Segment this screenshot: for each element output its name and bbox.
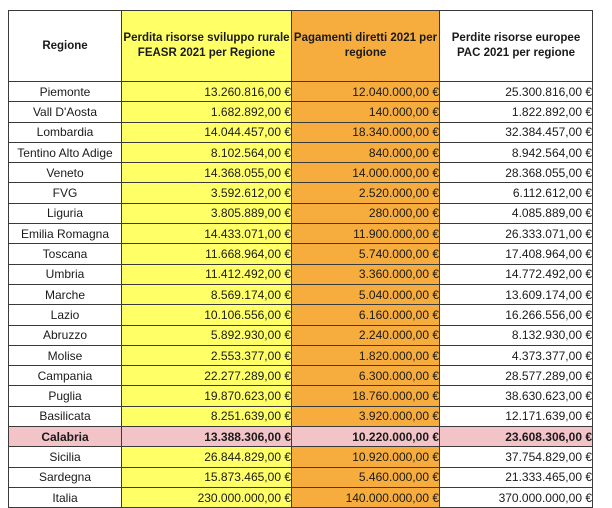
table-row [9,244,593,264]
region-cell: Sicilia [9,447,122,467]
feasr-cell: 2.553.377,00 € [122,345,292,365]
region-cell: Umbria [9,264,122,284]
region-cell: FVG [9,183,122,203]
total-loss-cell: 23.608.306,00 € [440,427,593,447]
direct-payments-cell: 10.220.000,00 € [292,427,440,447]
total-loss-cell: 16.266.556,00 € [440,305,593,325]
total-loss-cell: 370.000.000,00 € [440,487,593,507]
direct-payments-cell: 280.000,00 € [292,203,440,223]
pac-loss-table [8,10,593,508]
total-loss-cell: 32.384.457,00 € [440,122,593,142]
table-row [9,325,593,345]
table-row [9,122,593,142]
region-cell: Marche [9,284,122,304]
total-loss-cell: 6.112.612,00 € [440,183,593,203]
feasr-cell: 11.412.492,00 € [122,264,292,284]
region-cell: Liguria [9,203,122,223]
table-row [9,366,593,386]
total-loss-cell: 38.630.623,00 € [440,386,593,406]
header-row [9,11,593,82]
direct-payments-cell: 2.520.000,00 € [292,183,440,203]
table-row [9,264,593,284]
direct-payments-cell: 18.760.000,00 € [292,386,440,406]
feasr-cell: 8.102.564,00 € [122,142,292,162]
table-row [9,163,593,183]
feasr-cell: 10.106.556,00 € [122,305,292,325]
total-loss-cell: 28.577.289,00 € [440,366,593,386]
total-loss-cell: 12.171.639,00 € [440,406,593,426]
direct-payments-cell: 6.300.000,00 € [292,366,440,386]
table-row [9,284,593,304]
table-row [9,142,593,162]
feasr-cell: 13.260.816,00 € [122,82,292,102]
table-row [9,406,593,426]
direct-payments-cell: 1.820.000,00 € [292,345,440,365]
region-cell: Lombardia [9,122,122,142]
direct-payments-cell: 18.340.000,00 € [292,122,440,142]
table-row [9,487,593,507]
direct-payments-cell: 14.000.000,00 € [292,163,440,183]
feasr-cell: 26.844.829,00 € [122,447,292,467]
header-feasr: Perdita risorse sviluppo rurale FEASR 2021 per Regione [122,11,292,82]
total-loss-cell: 17.408.964,00 € [440,244,593,264]
feasr-cell: 5.892.930,00 € [122,325,292,345]
region-cell: Puglia [9,386,122,406]
total-loss-cell: 25.300.816,00 € [440,82,593,102]
feasr-cell: 13.388.306,00 € [122,427,292,447]
table-row [9,467,593,487]
region-cell: Veneto [9,163,122,183]
table-row-highlighted [9,427,593,447]
feasr-cell: 14.368.055,00 € [122,163,292,183]
table-row [9,305,593,325]
direct-payments-cell: 140.000.000,00 € [292,487,440,507]
direct-payments-cell: 140.000,00 € [292,102,440,122]
region-cell: Campania [9,366,122,386]
feasr-cell: 14.433.071,00 € [122,224,292,244]
region-cell: Vall D'Aosta [9,102,122,122]
region-cell: Italia [9,487,122,507]
header-total-loss: Perdite risorse europee PAC 2021 per regione [440,11,593,82]
total-loss-cell: 4.373.377,00 € [440,345,593,365]
region-cell: Toscana [9,244,122,264]
direct-payments-cell: 5.740.000,00 € [292,244,440,264]
feasr-cell: 8.251.639,00 € [122,406,292,426]
region-cell: Molise [9,345,122,365]
feasr-cell: 19.870.623,00 € [122,386,292,406]
total-loss-cell: 14.772.492,00 € [440,264,593,284]
region-cell: Abruzzo [9,325,122,345]
table-row [9,82,593,102]
total-loss-cell: 26.333.071,00 € [440,224,593,244]
region-cell: Lazio [9,305,122,325]
table-row [9,447,593,467]
table-row [9,102,593,122]
feasr-cell: 3.592.612,00 € [122,183,292,203]
total-loss-cell: 13.609.174,00 € [440,284,593,304]
table-body [9,82,593,508]
feasr-cell: 230.000.000,00 € [122,487,292,507]
table-row [9,183,593,203]
region-cell: Piemonte [9,82,122,102]
total-loss-cell: 21.333.465,00 € [440,467,593,487]
table-row [9,386,593,406]
region-cell: Emilia Romagna [9,224,122,244]
table-row [9,345,593,365]
total-loss-cell: 28.368.055,00 € [440,163,593,183]
total-loss-cell: 8.132.930,00 € [440,325,593,345]
direct-payments-cell: 3.360.000,00 € [292,264,440,284]
direct-payments-cell: 11.900.000,00 € [292,224,440,244]
direct-payments-cell: 6.160.000,00 € [292,305,440,325]
direct-payments-cell: 3.920.000,00 € [292,406,440,426]
feasr-cell: 15.873.465,00 € [122,467,292,487]
feasr-cell: 8.569.174,00 € [122,284,292,304]
total-loss-cell: 8.942.564,00 € [440,142,593,162]
header-direct-payments: Pagamenti diretti 2021 per regione [292,11,440,82]
direct-payments-cell: 5.460.000,00 € [292,467,440,487]
region-cell: Basilicata [9,406,122,426]
region-cell: Tentino Alto Adige [9,142,122,162]
feasr-cell: 22.277.289,00 € [122,366,292,386]
table-row [9,224,593,244]
total-loss-cell: 1.822.892,00 € [440,102,593,122]
direct-payments-cell: 840.000,00 € [292,142,440,162]
direct-payments-cell: 5.040.000,00 € [292,284,440,304]
feasr-cell: 3.805.889,00 € [122,203,292,223]
total-loss-cell: 37.754.829,00 € [440,447,593,467]
feasr-cell: 14.044.457,00 € [122,122,292,142]
direct-payments-cell: 10.920.000,00 € [292,447,440,467]
header-region: Regione [9,11,122,82]
direct-payments-cell: 2.240.000,00 € [292,325,440,345]
feasr-cell: 1.682.892,00 € [122,102,292,122]
feasr-cell: 11.668.964,00 € [122,244,292,264]
total-loss-cell: 4.085.889,00 € [440,203,593,223]
region-cell: Sardegna [9,467,122,487]
table-row [9,203,593,223]
direct-payments-cell: 12.040.000,00 € [292,82,440,102]
region-cell: Calabria [9,427,122,447]
